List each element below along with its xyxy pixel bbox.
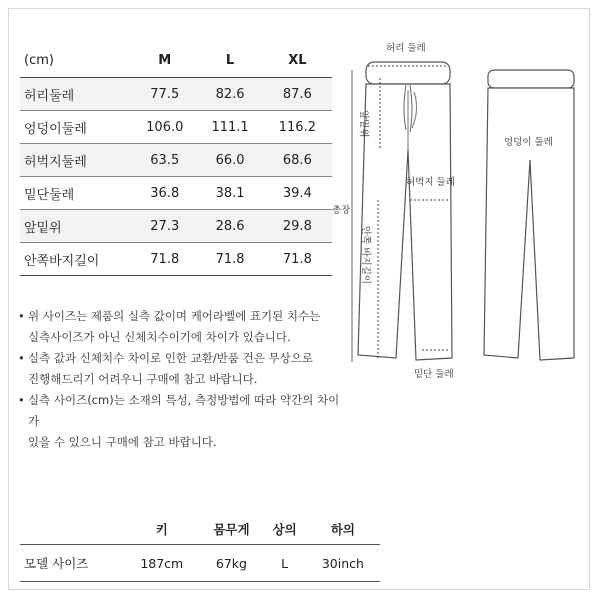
- label-hem: 밑단 둘레: [414, 369, 454, 380]
- model-table-row: [20, 545, 380, 582]
- label-thigh: 허벅지 둘레: [406, 177, 455, 188]
- cell-m: 71.8: [150, 251, 180, 267]
- note-item: [18, 348, 348, 390]
- model-top-size: L: [281, 555, 289, 571]
- header-height: 키: [155, 522, 168, 537]
- row-label: 허벅지둘레: [24, 154, 87, 170]
- cell-xl: 71.8: [282, 251, 312, 267]
- note-line: 진행해드리기 어려우니 구매에 참고 바랍니다.: [28, 372, 258, 386]
- note-line: 실측 값과 신체치수 차이로 인한 교환/반품 건은 무상으로: [28, 351, 313, 365]
- cell-xl: 68.6: [282, 152, 312, 168]
- cell-l: 71.8: [215, 251, 245, 267]
- table-row: [20, 210, 332, 243]
- cell-m: 27.3: [150, 218, 180, 234]
- cell-l: 82.6: [215, 86, 245, 102]
- cell-l: 66.0: [215, 152, 245, 168]
- table-row: [20, 111, 332, 144]
- col-header-xl: XL: [288, 53, 307, 68]
- cell-xl: 87.6: [282, 86, 312, 102]
- label-inseam: 안쪽 바지길이: [360, 226, 371, 285]
- col-header-m: M: [158, 53, 172, 68]
- model-bottom-size: 30inch: [321, 555, 364, 571]
- header-top: 상의: [272, 522, 297, 537]
- cell-l: 111.1: [211, 119, 249, 135]
- model-table-header: [20, 514, 380, 545]
- model-height: 187cm: [140, 555, 184, 571]
- note-line: 실측 사이즈(cm)는 소재의 특성, 측정방법에 따라 약간의 차이가: [28, 393, 340, 428]
- table-row: [20, 243, 332, 276]
- model-size-table: [20, 514, 380, 582]
- cell-xl: 29.8: [282, 218, 312, 234]
- note-item: [18, 306, 348, 348]
- cell-m: 63.5: [150, 152, 180, 168]
- table-row: [20, 78, 332, 111]
- header-weight: 몸무게: [213, 522, 250, 537]
- cell-m: 36.8: [150, 185, 180, 201]
- header-bottom: 하의: [330, 522, 355, 537]
- cell-l: 28.6: [215, 218, 245, 234]
- note-item: [18, 390, 348, 453]
- pants-diagram-svg: [330, 30, 590, 390]
- cell-xl: 39.4: [282, 185, 312, 201]
- row-label: 엉덩이둘레: [24, 121, 87, 137]
- note-line: 위 사이즈는 제품의 실측 값이며 케어라벨에 표기된 치수는: [28, 309, 321, 323]
- label-waist: 허리 둘레: [386, 43, 426, 54]
- row-label: 허리둘레: [24, 88, 75, 104]
- front-pants-outline: [358, 62, 452, 360]
- cell-l: 38.1: [215, 185, 245, 201]
- row-label: 밑단둘레: [24, 187, 75, 203]
- table-row: [20, 177, 332, 210]
- pants-measurement-diagram: [330, 30, 590, 390]
- bullet: •: [18, 309, 25, 323]
- note-line: 실측사이즈가 아닌 신체치수이기에 차이가 있습니다.: [28, 330, 291, 344]
- size-table: [20, 44, 332, 276]
- label-front-rise: 앞밑위: [358, 110, 369, 138]
- model-row-label: 모델 사이즈: [24, 556, 89, 571]
- empty-header: [20, 514, 124, 545]
- unit-header: (cm): [24, 53, 54, 68]
- label-length: 총장: [332, 205, 351, 216]
- cell-m: 106.0: [146, 119, 184, 135]
- model-weight: 67kg: [215, 555, 247, 571]
- size-notes: [18, 306, 348, 453]
- label-hip: 엉덩이 둘레: [504, 137, 553, 148]
- cell-m: 77.5: [150, 86, 180, 102]
- size-table-header: [20, 44, 332, 78]
- bullet: •: [18, 351, 25, 365]
- cell-xl: 116.2: [278, 119, 316, 135]
- row-label: 안쪽바지길이: [24, 253, 100, 269]
- col-header-l: L: [225, 53, 235, 68]
- table-row: [20, 144, 332, 177]
- note-line: 있을 수 있으니 구매에 참고 바랍니다.: [28, 435, 217, 449]
- bullet: •: [18, 393, 25, 407]
- row-label: 앞밑위: [24, 220, 62, 236]
- back-pants-outline: [484, 70, 574, 360]
